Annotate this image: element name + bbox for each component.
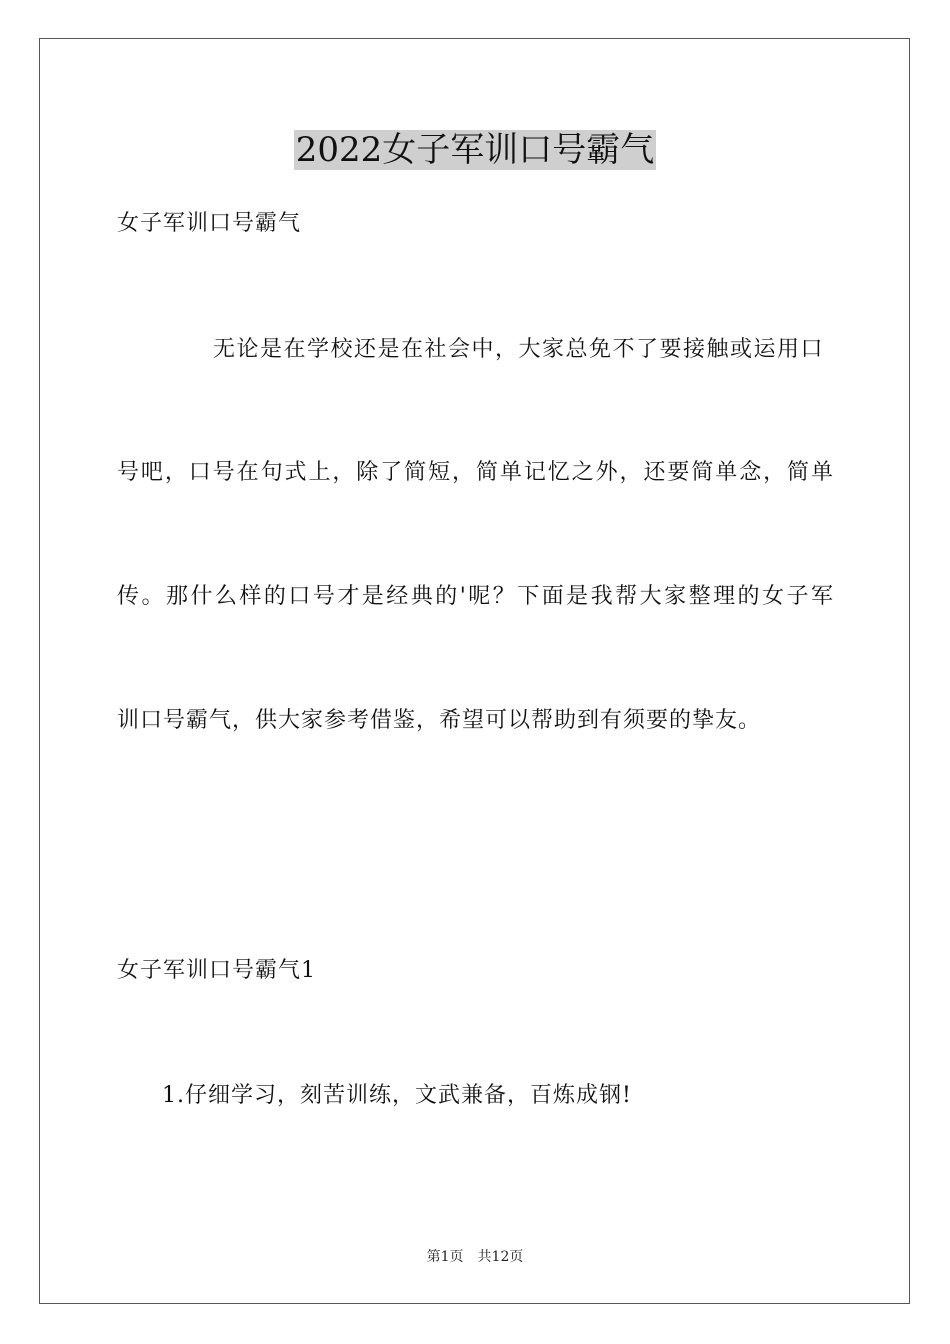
intro-paragraph-line-1: 无论是在学校还是在社会中，大家总免不了要接触或运用口	[213, 337, 825, 362]
document-title	[0, 130, 950, 170]
section-heading: 女子军训口号霸气1	[117, 958, 316, 983]
list-item: 1.仔细学习，刻苦训练，文武兼备，百炼成钢!	[162, 1083, 632, 1108]
document-subtitle: 女子军训口号霸气	[117, 211, 302, 236]
page-number-footer: 第1页 共12页	[426, 1249, 524, 1265]
intro-paragraph-line-2: 号吧，口号在句式上，除了简短，简单记忆之外，还要简单念，简单	[117, 460, 833, 485]
document-title-text: 2022女子军训口号霸气	[295, 130, 655, 170]
intro-paragraph-line-4: 训口号霸气，供大家参考借鉴，希望可以帮助到有须要的挚友。	[117, 708, 762, 733]
intro-paragraph-line-3: 传。那什么样的口号才是经典的'呢？下面是我帮大家整理的女子军	[117, 584, 833, 609]
